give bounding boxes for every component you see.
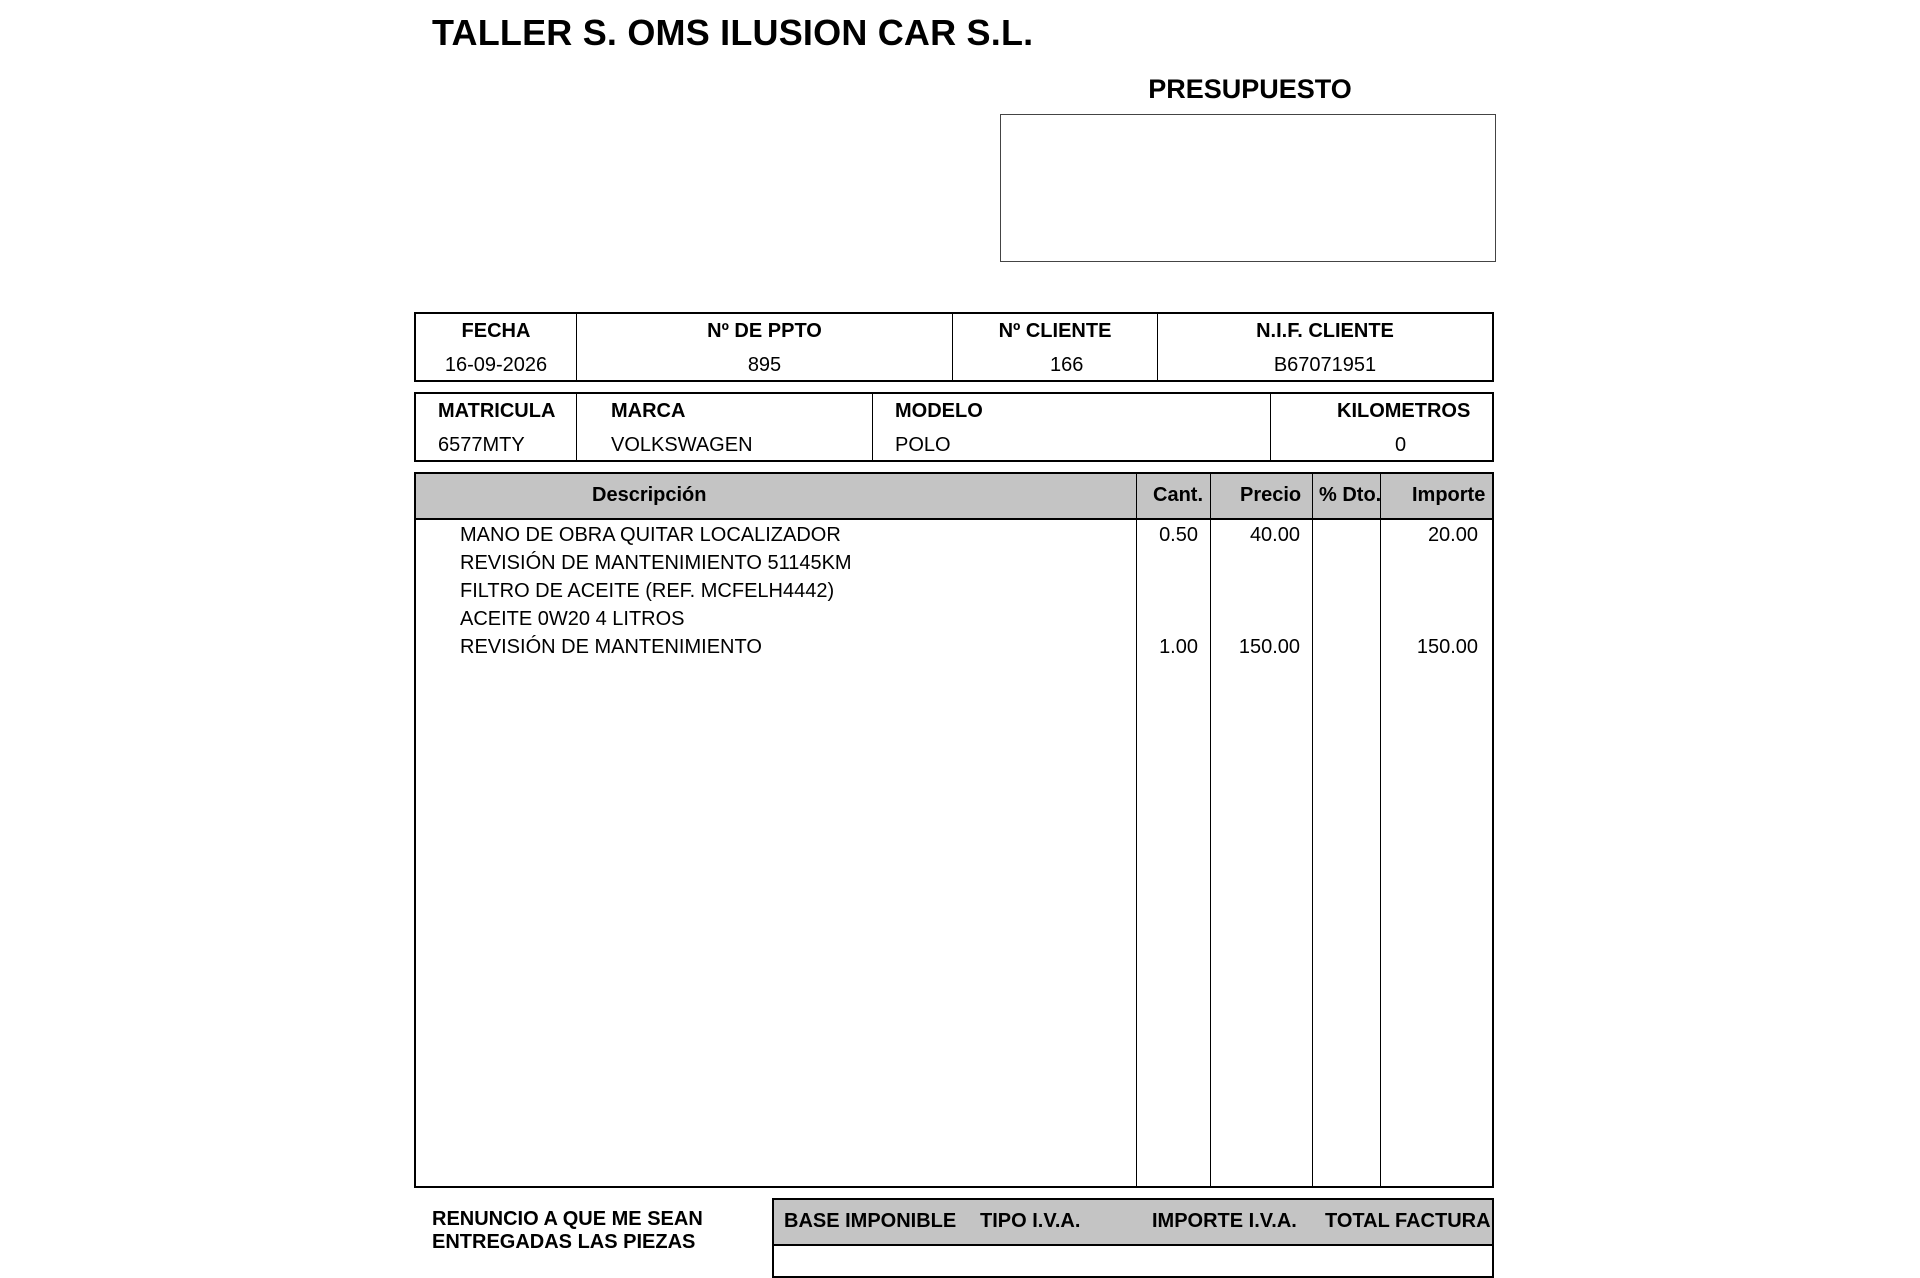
table-row [416, 524, 1492, 552]
item-precio: 40.00 [1249, 524, 1300, 546]
cliente-cell [952, 314, 1157, 380]
base-imponible-label: BASE IMPONIBLE [784, 1210, 957, 1232]
item-importe: 20.00 [1427, 524, 1478, 546]
km-cell [1270, 394, 1492, 460]
tipo-iva-label: TIPO I.V.A. [980, 1210, 1081, 1232]
totals-header [774, 1200, 1492, 1246]
totals-table [772, 1198, 1494, 1278]
table-row [416, 608, 1492, 636]
table-row [416, 636, 1492, 664]
renuncia-text: RENUNCIO A QUE ME SEAN ENTREGADAS LAS PIEZAS [432, 1208, 703, 1253]
modelo-value: POLO [895, 434, 951, 456]
col-header-precio: Precio [1240, 484, 1302, 506]
item-cant: 0.50 [1159, 524, 1198, 546]
ppto-value: 895 [747, 354, 782, 376]
items-table [414, 472, 1494, 1188]
vehicle-info-box [414, 392, 1494, 462]
importe-iva-label: IMPORTE I.V.A. [1152, 1210, 1297, 1232]
item-descripcion: FILTRO DE ACEITE (REF. MCFELH4442) [460, 580, 835, 602]
item-precio: 150.00 [1238, 636, 1300, 658]
client-address-box [1000, 114, 1496, 262]
ppto-cell [576, 314, 952, 380]
item-descripcion: REVISIÓN DE MANTENIMIENTO [460, 636, 762, 658]
matricula-value: 6577MTY [438, 434, 525, 456]
item-descripcion: MANO DE OBRA QUITAR LOCALIZADOR [460, 524, 841, 546]
table-row [416, 552, 1492, 580]
company-name: TALLER S. OMS ILUSION CAR S.L. [432, 12, 1034, 53]
modelo-label: MODELO [895, 400, 983, 422]
nif-value: B67071951 [1273, 354, 1377, 376]
fecha-value: 16-09-2026 [444, 354, 548, 376]
col-header-descripcion: Descripción [592, 484, 707, 506]
document-title: PRESUPUESTO [1148, 74, 1352, 104]
item-cant: 1.00 [1159, 636, 1198, 658]
item-descripcion: REVISIÓN DE MANTENIMIENTO 51145KM [460, 552, 852, 574]
col-header-cant: Cant. [1153, 484, 1203, 506]
nif-cell [1157, 314, 1492, 380]
fecha-cell [416, 314, 576, 380]
km-value: 0 [1395, 434, 1407, 456]
col-header-importe: Importe [1412, 484, 1486, 506]
fecha-label: FECHA [461, 320, 531, 342]
marca-label: MARCA [611, 400, 686, 422]
items-table-header [416, 474, 1492, 520]
item-descripcion: ACEITE 0W20 4 LITROS [460, 608, 685, 630]
matricula-label: MATRICULA [438, 400, 556, 422]
cliente-label: Nº CLIENTE [998, 320, 1112, 342]
col-header-dto: % Dto. [1319, 484, 1382, 506]
document-info-box [414, 312, 1494, 382]
table-row [416, 580, 1492, 608]
marca-value: VOLKSWAGEN [611, 434, 753, 456]
cliente-value: 166 [1050, 354, 1084, 376]
modelo-cell [872, 394, 1270, 460]
matricula-cell [416, 394, 576, 460]
total-factura-label: TOTAL FACTURA [1325, 1210, 1491, 1232]
marca-cell [576, 394, 872, 460]
item-importe: 150.00 [1416, 636, 1478, 658]
km-label: KILOMETROS [1337, 400, 1471, 422]
ppto-label: Nº DE PPTO [707, 320, 822, 342]
nif-label: N.I.F. CLIENTE [1256, 320, 1394, 342]
